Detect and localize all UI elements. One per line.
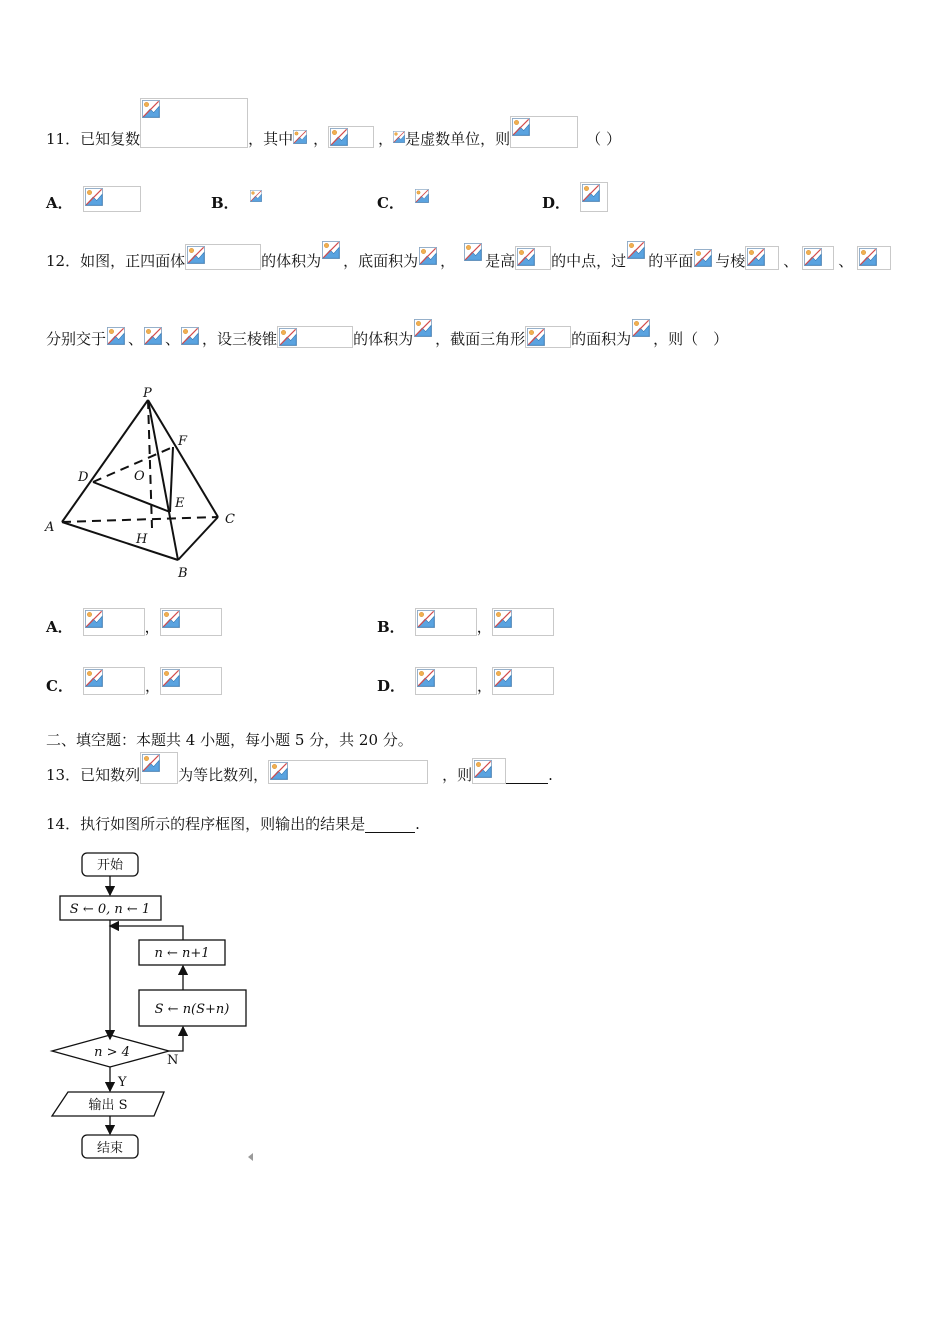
formula-image (418, 246, 440, 270)
option-d (542, 182, 608, 212)
question-text: ，底面积为 (343, 252, 419, 270)
broken-image-icon (162, 669, 180, 687)
question-text: . (548, 766, 553, 784)
broken-image-icon (293, 130, 307, 144)
label-p: P (143, 386, 152, 401)
formula-image (580, 182, 608, 212)
broken-image-icon (142, 100, 160, 118)
question-text: 是高 (485, 252, 516, 270)
formula-image (413, 318, 435, 348)
broken-image-icon (107, 327, 125, 345)
tetrahedron-figure (40, 385, 250, 585)
broken-image-icon (494, 610, 512, 628)
broken-image-icon (181, 327, 199, 345)
formula-image (745, 246, 779, 270)
formula-image (277, 326, 353, 348)
formula-image (414, 186, 430, 212)
question-number: 14． (46, 815, 81, 833)
broken-image-icon (85, 669, 103, 687)
formula-image (492, 608, 554, 636)
formula-image (515, 246, 551, 270)
start-label: 开始 (96, 858, 124, 873)
option-label: A． (46, 618, 73, 636)
separator: 、 (165, 330, 181, 348)
option-d (377, 667, 554, 695)
separator: ， (144, 677, 160, 695)
question-text: 为等比数列， (178, 766, 269, 784)
answer-blank[interactable] (365, 816, 415, 833)
option-label: D． (542, 194, 571, 212)
broken-image-icon (527, 328, 545, 346)
question-text: ， (313, 130, 329, 148)
broken-image-icon (464, 243, 482, 261)
question-text: 的平面 (648, 252, 694, 270)
question-13 (46, 752, 553, 784)
broken-image-icon (85, 610, 103, 628)
edge-bc (178, 517, 218, 560)
broken-image-icon (747, 248, 765, 266)
broken-image-icon (85, 188, 103, 206)
formula-image (83, 608, 145, 636)
option-label: B． (211, 194, 239, 212)
formula-image (631, 318, 653, 348)
broken-image-icon (414, 319, 432, 337)
question-text: 的面积为 (571, 330, 632, 348)
edge-ab (62, 522, 178, 560)
question-text: 执行如图所示的程序框图，则输出的结果是 (80, 815, 366, 833)
small-triangle-marker (248, 1153, 254, 1161)
question-text: ，设三棱锥 (202, 330, 278, 348)
condition-label: n > 4 (94, 1045, 130, 1060)
formula-image (472, 758, 506, 784)
section-heading: 二、填空题：本题共 4 小题，每小题 5 分，共 20 分。 (46, 731, 413, 749)
question-text: 与棱 (715, 252, 746, 270)
edge-ac-hidden (62, 517, 218, 522)
formula-image (415, 608, 477, 636)
end-label: 结束 (96, 1141, 124, 1156)
broken-image-icon (512, 118, 530, 136)
question-text: ，其中 (248, 130, 294, 148)
question-text: ， (378, 130, 394, 148)
broken-image-icon (417, 610, 435, 628)
option-c (46, 667, 222, 695)
question-number: 13． (46, 766, 81, 784)
broken-image-icon (270, 762, 288, 780)
label-h: H (136, 532, 148, 547)
formula-image (525, 326, 571, 348)
no-label: N (167, 1053, 179, 1068)
broken-image-icon (494, 669, 512, 687)
formula-image (802, 246, 834, 270)
formula-image (857, 246, 891, 270)
separator: ， (144, 618, 160, 636)
formula-image (185, 244, 261, 270)
formula-image (626, 240, 648, 270)
formula-image (328, 126, 374, 148)
question-number: 11． (46, 130, 81, 148)
question-11 (46, 98, 621, 148)
broken-image-icon (694, 249, 712, 267)
option-label: D． (377, 677, 406, 695)
separator: 、 (838, 252, 854, 270)
formula-image (249, 186, 263, 212)
option-b (377, 608, 554, 636)
broken-image-icon (162, 610, 180, 628)
formula-image (463, 242, 485, 270)
question-12-line-1 (46, 240, 891, 270)
separator: 、 (783, 252, 799, 270)
option-label: C． (46, 677, 73, 695)
formula-image (143, 326, 165, 348)
update-label: S ← n(S+n) (154, 1002, 230, 1017)
question-text: ，则（ ） (653, 330, 729, 348)
option-label: C． (377, 194, 404, 212)
question-text: 的中点，过 (551, 252, 627, 270)
question-text: . (415, 815, 420, 833)
label-c: C (225, 512, 235, 527)
init-label: S ← 0, n ← 1 (69, 902, 151, 917)
label-d: D (78, 470, 89, 485)
question-text: 分别交于 (46, 330, 107, 348)
formula-image (180, 326, 202, 348)
broken-image-icon (632, 319, 650, 337)
formula-image (83, 667, 145, 695)
broken-image-icon (142, 754, 160, 772)
separator: ， (477, 677, 493, 695)
broken-image-icon (804, 248, 822, 266)
formula-image (510, 116, 578, 148)
formula-image (321, 240, 343, 270)
broken-image-icon (279, 328, 297, 346)
question-number: 12． (46, 252, 81, 270)
increment-label: n ← n+1 (154, 946, 210, 961)
option-label: B． (377, 618, 405, 636)
label-b: B (178, 566, 188, 581)
formula-image (140, 752, 178, 784)
broken-image-icon (419, 247, 437, 265)
formula-image (106, 326, 128, 348)
broken-image-icon (393, 130, 405, 144)
flowchart (46, 848, 266, 1168)
broken-image-icon (187, 246, 205, 264)
broken-image-icon (322, 241, 340, 259)
broken-image-icon (859, 248, 877, 266)
answer-blank[interactable] (506, 767, 548, 784)
formula-image (693, 248, 715, 270)
broken-image-icon (250, 187, 262, 205)
edge-de (93, 482, 170, 512)
formula-image (293, 128, 313, 148)
edge-ef (170, 447, 173, 512)
option-c (377, 186, 430, 212)
option-label: A． (46, 194, 73, 212)
broken-image-icon (582, 184, 600, 202)
formula-image (160, 667, 222, 695)
formula-image (140, 98, 248, 148)
edge-pa (62, 400, 148, 522)
formula-image (83, 186, 141, 212)
broken-image-icon (417, 669, 435, 687)
formula-image (268, 760, 428, 784)
option-a (46, 186, 141, 212)
broken-image-icon (517, 248, 535, 266)
option-b (211, 186, 263, 212)
yes-label: Y (118, 1075, 127, 1090)
question-text: 的体积为 (353, 330, 414, 348)
question-14 (46, 815, 420, 833)
question-text: ，截面三角形 (435, 330, 526, 348)
broken-image-icon (415, 187, 429, 205)
formula-image (492, 667, 554, 695)
broken-image-icon (144, 327, 162, 345)
label-f: F (178, 434, 188, 449)
formula-image (160, 608, 222, 636)
question-12-line-2 (46, 318, 728, 348)
label-e: E (175, 496, 185, 511)
separator: 、 (128, 330, 144, 348)
separator: ， (476, 618, 492, 636)
option-a (46, 608, 222, 636)
question-text: 已知数列 (80, 766, 141, 784)
broken-image-icon (330, 128, 348, 146)
broken-image-icon (474, 760, 492, 778)
question-text: ， (440, 252, 456, 270)
formula-image (393, 128, 405, 148)
question-text: 如图，正四面体 (80, 252, 186, 270)
question-text: 是虚数单位，则 (405, 130, 511, 148)
broken-image-icon (627, 241, 645, 259)
question-text: 的体积为 (261, 252, 322, 270)
formula-image (415, 667, 477, 695)
label-a: A (45, 520, 55, 535)
output-label: 输出 S (88, 1098, 128, 1113)
answer-paren: （ ） (586, 130, 621, 148)
question-text: 已知复数 (80, 130, 141, 148)
label-o: O (134, 469, 145, 484)
question-text: ，则 (442, 766, 473, 784)
